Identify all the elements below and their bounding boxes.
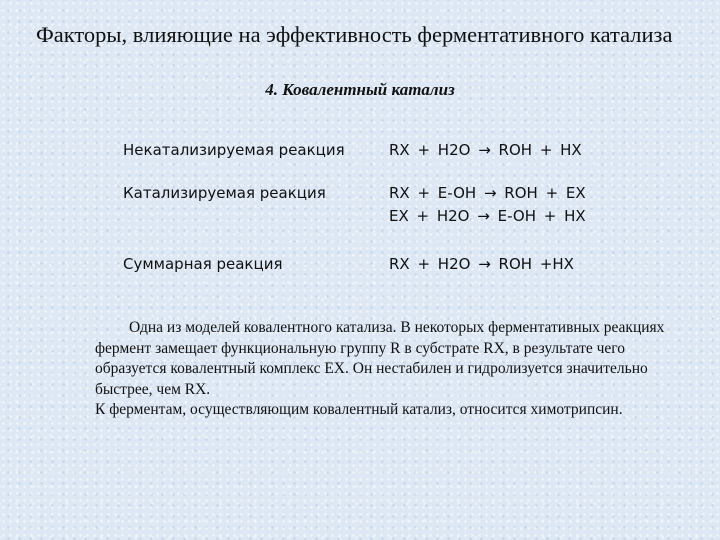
slide-subtitle: 4. Ковалентный катализ xyxy=(265,80,455,99)
body-paragraph-1: Одна из моделей ковалентного катализа. В некоторых ферментативных реакциях фермент замещает функциональную группу R в субстрате RX, в результате чего образуется ковалентный комплекс EX. Он нестабилен и гидролизуется значительно быстрее, чем RX. xyxy=(95,319,665,398)
reaction-equation-catalyzed-step2: EX + H2O → E-OH + HX xyxy=(389,207,586,225)
reaction-equation-catalyzed-step1: RX + E-OH → ROH + EX xyxy=(389,184,586,202)
reaction-label-uncatalyzed: Некатализируемая реакция xyxy=(123,141,345,159)
reaction-label-summary: Суммарная реакция xyxy=(123,255,283,273)
reaction-equation-uncatalyzed: RX + H2O → ROH + HX xyxy=(389,141,582,159)
body-text xyxy=(95,318,695,421)
reaction-equation-summary: RX + H2O → ROH +HX xyxy=(389,255,574,273)
slide-title: Факторы, влияющие на эффективность ферментативного катализа xyxy=(36,22,673,47)
reaction-label-catalyzed: Катализируемая реакция xyxy=(123,184,326,202)
body-paragraph-2: К ферментам, осуществляющим ковалентный катализ, относится химотрипсин. xyxy=(95,401,623,418)
